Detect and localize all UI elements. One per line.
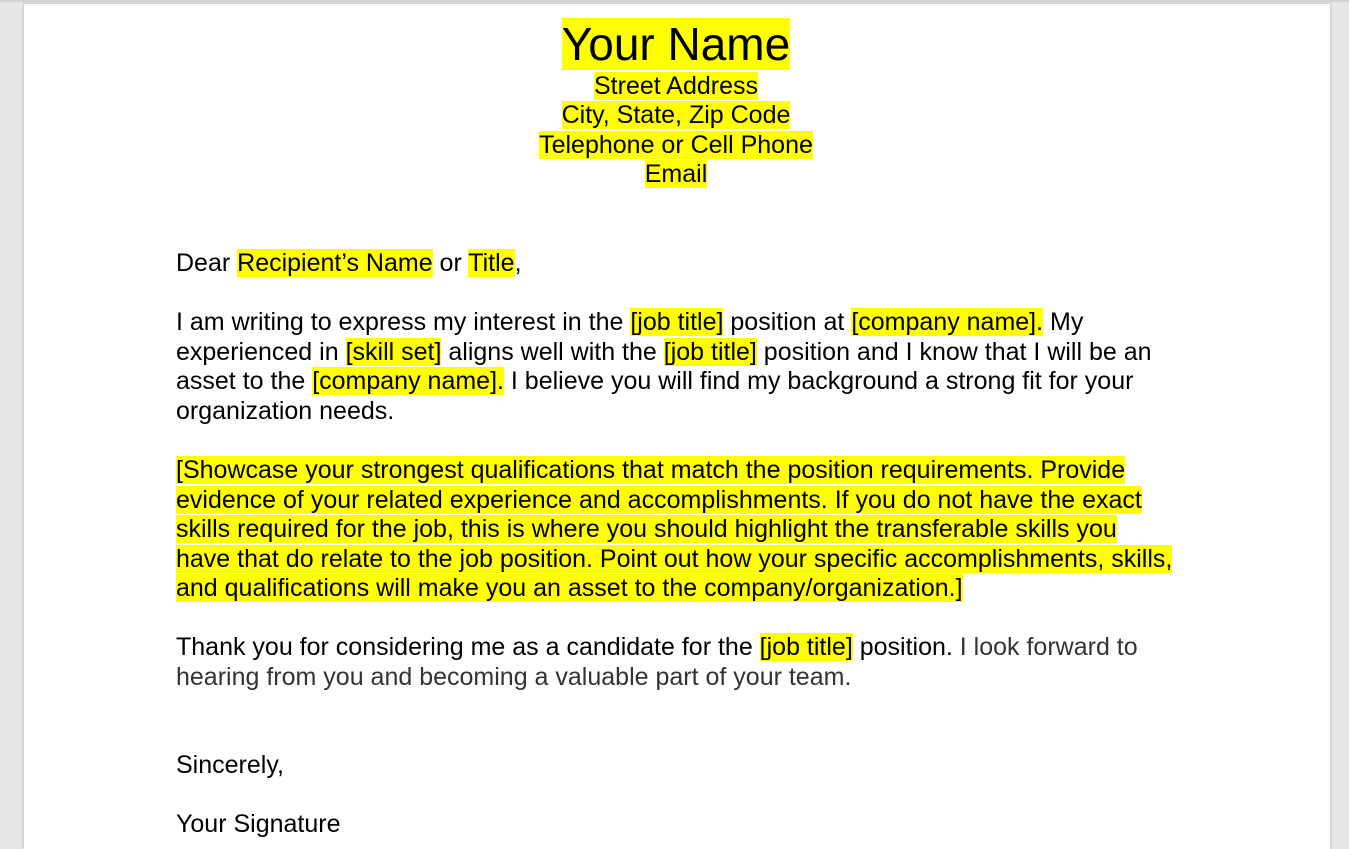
sender-email[interactable]: Email [644, 160, 708, 188]
salutation[interactable] [176, 249, 1176, 279]
company-name-placeholder[interactable]: [company name]. [312, 367, 504, 395]
intro-text-5: position and I know that I will be an asset to the [176, 337, 1152, 395]
letterhead-street-block [176, 72, 1176, 102]
recipient-name-placeholder[interactable]: Recipient’s Name [237, 249, 433, 277]
closing-paragraph[interactable] [176, 633, 1176, 692]
sender-name[interactable]: Your Name [561, 18, 791, 70]
job-title-placeholder[interactable]: [job title] [759, 633, 853, 661]
signature-placeholder[interactable]: Your Signature [176, 810, 341, 838]
salutation-comma: , [514, 249, 522, 277]
letterhead-phone-block [176, 131, 1176, 161]
letterhead-name-block [176, 14, 1176, 74]
sender-phone[interactable]: Telephone or Cell Phone [539, 131, 813, 159]
sign-off[interactable]: Sincerely, [176, 751, 284, 779]
recipient-title-placeholder[interactable]: Title [468, 249, 515, 277]
intro-text-6: I believe you will find my background a strong fit for your organization needs. [176, 367, 1134, 425]
letterhead-city-block [176, 101, 1176, 131]
job-title-placeholder[interactable]: [job title] [630, 308, 724, 336]
intro-text-3: My experienced in [176, 308, 1084, 366]
intro-text-1: I am writing to express my interest in the [176, 308, 631, 336]
closing-text-3: I look forward to hearing from you and becoming a valuable part of your team. [176, 633, 1138, 691]
qualifications-placeholder[interactable]: [Showcase your strongest qualifications that match the position requirements. Provide evidence of your related experience and accomplishments. If you do not have the exact skills required for the job, this is where you should highlight the transferable skills you have that do relate to the job position. Point out how your specific accomplishments, skills, and qualifications will make you an asset to the company/organization.] [176, 456, 1173, 602]
letterhead-email-block [176, 160, 1176, 190]
job-title-placeholder[interactable]: [job title] [663, 337, 757, 366]
intro-paragraph[interactable] [176, 308, 1176, 426]
qualifications-paragraph[interactable] [176, 456, 1176, 604]
intro-text-2: position at [723, 308, 852, 336]
closing-text-1: Thank you for considering me as a candidate for the [176, 633, 760, 661]
salutation-dear: Dear [176, 249, 238, 277]
sender-city[interactable]: City, State, Zip Code [561, 101, 791, 129]
company-name-placeholder[interactable]: [company name]. [851, 308, 1044, 336]
skill-set-placeholder[interactable]: [skill set] [345, 337, 442, 366]
intro-text-4: aligns well with the [441, 337, 664, 366]
window-top-border [0, 0, 1349, 2]
sender-street[interactable]: Street Address [594, 72, 758, 100]
closing-text-2: position. [852, 633, 953, 661]
salutation-or: or [432, 249, 469, 277]
